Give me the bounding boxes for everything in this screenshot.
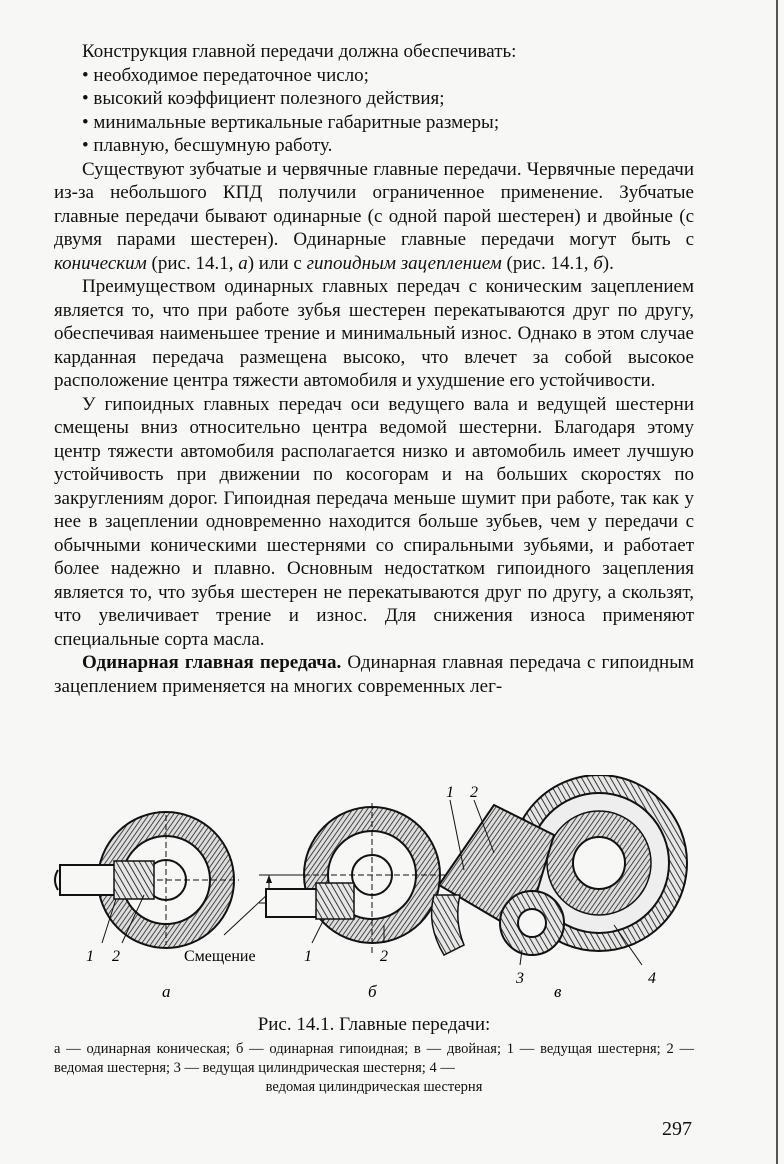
label-b-2: 2 <box>380 948 388 965</box>
leader-line <box>312 919 324 943</box>
label-letter-b: б <box>368 982 377 1001</box>
gear-a <box>55 812 239 948</box>
label-a-1: 1 <box>86 948 94 965</box>
list-item: • высокий коэффициент полезного действия; <box>82 87 694 111</box>
label-letter-a: а <box>162 982 171 1001</box>
paragraph-conical: Преимуществом одинарных главных передач с коническим зацеплением является то, что при работе зубья шестерен перекатываются друг по другу, обеспечивая наименьшее трение и минимальный износ. Однако в этом случае карданная передача размещена высоко, что влечет за собой высокое расположение центра тяжести автомобиля и ухудшение его устойчивости. <box>54 276 694 391</box>
paragraph-single: Одинарная главная передача. Одинарная главная передача с гипоидным зацеплением применяется на многих современных лег- <box>54 652 694 697</box>
label-c-3: 3 <box>516 970 524 987</box>
list-item: • минимальные вертикальные габаритные размеры; <box>82 111 694 135</box>
label-a-2: 2 <box>112 948 120 965</box>
list-item: • необходимое передаточное число; <box>82 64 694 88</box>
list-item: • плавную, бесшумную работу. <box>82 134 694 158</box>
paragraph-types: Существуют зубчатые и червячные главные передачи. Червячные передачи из-за небольшого КПД получили ограниченное применение. Зубчатые главные передачи бывают одинарные (с одной парой шестерен) и двойные (с двумя парами шестерен). Одинарные главные передачи могут быть с коническим (рис. 14.1, а) или с гипоидным зацеплением (рис. 14.1, б). <box>54 158 694 274</box>
section-heading: Одинарная главная передача. <box>82 652 342 673</box>
page-edge <box>776 0 778 1164</box>
label-c-4: 4 <box>648 970 656 987</box>
intro-line: Конструкция главной передачи должна обеспечивать: <box>82 41 517 62</box>
body-text <box>54 40 694 698</box>
figure-14-1 <box>54 775 694 1005</box>
label-c-2: 2 <box>470 784 478 801</box>
figure-caption-title: Рис. 14.1. Главные передачи: <box>257 1014 491 1035</box>
figure-caption-body: а — одинарная коническая; б — одинарная гипоидная; в — двойная; 1 — ведущая шестерня; 2 — ведомая шестерня; 3 — ведущая цилиндрическая шестерня; 4 — ведомая цилиндрическая шестерня <box>54 1041 694 1095</box>
label-b-1: 1 <box>304 948 312 965</box>
paragraph-hypoid: У гипоидных главных передач оси ведущего вала и ведущей шестерни смещены вниз относительно центра ведомой шестерни. Благодаря этому центр тяжести автомобиля располагается низко и автомобиль имеет лучшую устойчивость при движении по косогорам и на больших скоростях по закруглениям дорог. Гипоидная передача меньше шумит при работе, так как у нее в зацеплении одновременно находится больше зубьев, чем у передачи с обычными коническими шестернями со спиральными зубьями, и работает более надежно и плавно. Основным недостатком гипоидного зацепления является то, что зубья шестерен не перекатываются друг по другу, а скользят, что увеличивает трение и износ. Для снижения износа применяют специальные сорта масла. <box>54 393 694 650</box>
gear-illustrations <box>54 775 694 1005</box>
page-number: 297 <box>662 1118 692 1140</box>
label-offset: Смещение <box>184 948 256 965</box>
label-letter-c: в <box>554 982 562 1001</box>
gear-b <box>266 803 446 955</box>
label-c-1: 1 <box>446 784 454 801</box>
requirements-list <box>54 64 694 158</box>
gear-c <box>432 775 687 965</box>
